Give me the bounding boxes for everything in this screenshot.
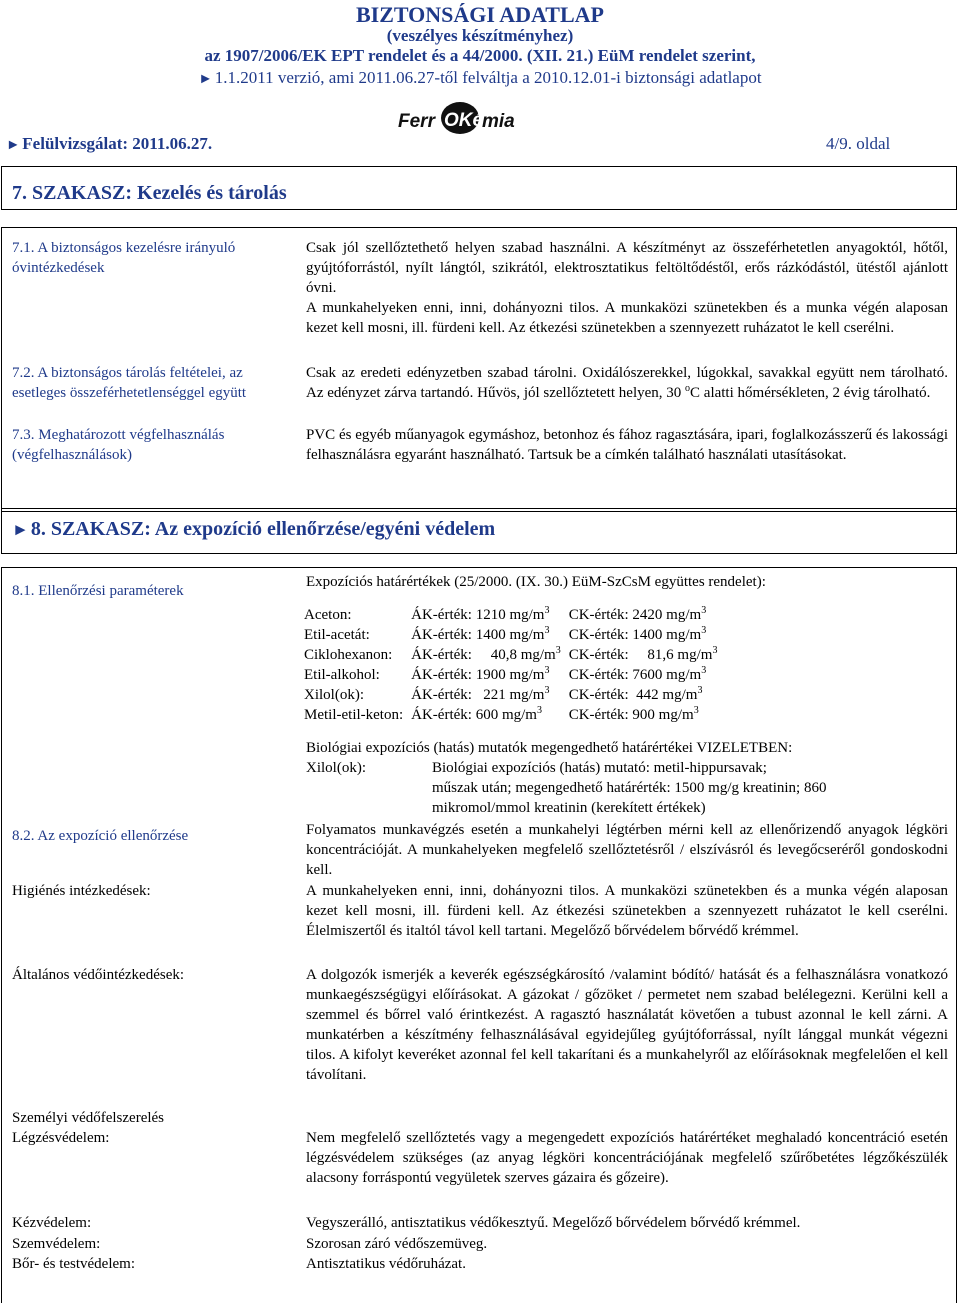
s71-para1: Csak jól szellőztethető helyen szabad használni. A készítményt az összeférhetetlen anyagoktól, hőtől, gyújtóforrástól, nyílt lángtól, szikrától, elektrosztatikus feltöltődéstől, erős rázkódástól, ütéstől ajánlott óvni. <box>306 240 948 296</box>
ak-value: ÁK-érték: 600 $mg/m^3$ <box>411 705 542 723</box>
bio-title: Biológiai expozíciós (hatás) mutatók megengedhető határértékei VIZELETBEN: <box>306 740 793 756</box>
svg-text:OKé: OKé <box>444 110 484 131</box>
table-row <box>304 625 725 645</box>
svg-text:mia: mia <box>482 111 515 132</box>
substance-name: Aceton: <box>304 607 352 623</box>
hand-label: Kézvédelem: <box>12 1215 92 1231</box>
s72-text <box>306 363 948 403</box>
s71-label: 7.1. A biztonságos kezelésre irányuló óvintézkedések <box>12 240 236 276</box>
hygiene-text: A munkahelyeken enni, inni, dohányozni tilos. A munkaközi szünetekben és a munka végén alaposan kezet kell mosni, ill. fürdeni kell. Az étkezési szünetekben a szennyezett ruházatot le kell cserélni. Élelmiszertől és italtól távol kell tartani. Megelőző bőrvédelem bőrvédő krémmel. <box>306 883 948 939</box>
table-row <box>304 665 725 685</box>
s82-text: Folyamatos munkavégzés esetén a munkahelyi légtérben mérni kell az ellenőrizendő anyagok légköri koncentrációját. A munkahelyeken megfelelő szellőztetésről / elszívásról és levegőcseréről gondoskodni kell. <box>306 822 948 878</box>
s81-label: 8.1. Ellenőrzési paraméterek <box>12 583 184 599</box>
eye-label: Szemvédelem: <box>12 1236 101 1252</box>
document-subtitle: (veszélyes készítményhez) <box>386 26 574 45</box>
ak-value: ÁK-érték: 221 $mg/m^3$ <box>411 685 550 703</box>
s72-label: 7.2. A biztonságos tárolás feltételei, az esetleges összeférhetetlenséggel együtt <box>12 365 247 401</box>
s73-label: 7.3. Meghatározott végfelhasználás (végfelhasználások) <box>12 427 225 463</box>
table-row <box>304 685 725 705</box>
section8-title-text: 8. SZAKASZ: Az expozíció ellenőrzése/egyéni védelem <box>30 518 496 540</box>
table-row <box>304 645 725 665</box>
version-line <box>0 68 960 88</box>
ferrokemia-logo <box>396 100 524 136</box>
s73-text: PVC és egyéb műanyagok egymáshoz, betonhoz és fához ragasztására, ipari, foglalkozásszerű és lakossági felhasználásra egyaránt használható. Tartsuk be a címkén található használati utasításokat. <box>306 427 948 463</box>
bio-text1: Biológiai expozíciós (hatás) mutató: metil-hippursavak; <box>432 760 767 776</box>
review-text: Felülvizsgálat: 2011.06.27. <box>22 134 213 153</box>
hand-text: Vegyszerálló, antisztatikus védőkesztyű. Megelőző bőrvédelem bőrvédő krémmel. <box>306 1215 801 1231</box>
resp-label: Légzésvédelem: <box>12 1130 110 1146</box>
s82-label: 8.2. Az expozíció ellenőrzése <box>12 828 189 844</box>
substance-name: Etil-alkohol: <box>304 667 380 683</box>
substance-name: Metil-etil-keton: <box>304 707 404 723</box>
degree-sup: o <box>685 383 691 394</box>
s81-intro: Expozíciós határértékek (25/2000. (IX. 30.) EüM-SzCsM együttes rendelet): <box>306 574 766 590</box>
general-text: A dolgozók ismerjék a keverék egészségkárosító /valamint bódító/ hatását és a felhasználásra vonatkozó munkaegészségügyi előírásokat. A gázokat / gőzöket / permetet nem szabad belélegezni. Kerülni kell a szemmel és bőrrel való érintkezést. A ragasztó használatát követően a tubust azonnal le kell zárni. A munkatérben a készítmény felhasználásával egyidejűleg gyújtóforrással, nyílt lánggal munkát végezni tilos. A kifolyt keveréket azonnal fel kell takarítani és a munkahelyről az előírásoknak megfelelően el kell távolítani. <box>306 967 948 1083</box>
review-date <box>6 134 212 154</box>
s71-text <box>306 238 948 338</box>
exposure-limits-table <box>304 605 725 725</box>
s72-text-a: Csak az eredeti edényzetben szabad tárolni. Oxidálószerekkel, lúgokkal, savakkal együtt nem tárolható. Az edényzet zárva tartandó. Hűvös, jól szellőztetett helyen, 30 <box>306 365 948 401</box>
version-text: 1.1.2011 verzió, ami 2011.06.27-től felváltja a 2010.12.01-i biztonsági adatlapot <box>214 68 762 87</box>
eye-text: Szorosan záró védőszemüveg. <box>306 1236 488 1252</box>
hygiene-label: Higiénés intézkedések: <box>12 883 151 899</box>
ak-value: ÁK-érték: 1900 $mg/m^3$ <box>411 665 550 683</box>
page-number: 4/9. oldal <box>826 134 891 153</box>
ck-value: CK-érték: 442 $mg/m^3$ <box>568 685 703 703</box>
substance-name: Xilol(ok): <box>304 687 364 703</box>
skin-label: Bőr- és testvédelem: <box>12 1256 135 1272</box>
section7-title: 7. SZAKASZ: Kezelés és tárolás <box>12 182 287 204</box>
substance-name: Ciklohexanon: <box>304 647 393 663</box>
ck-value: CK-érték: 900 $mg/m^3$ <box>568 705 699 723</box>
bio-text2: műszak után; megengedhető határérték: 1500 mg/g kreatinin; 860 mikromol/mmol kreatinin (kerekített értékek) <box>432 780 827 816</box>
general-label: Általános védőintézkedések: <box>12 967 185 983</box>
table-row <box>304 705 725 725</box>
bio-substance: Xilol(ok): <box>306 760 366 776</box>
substance-name: Etil-acetát: <box>304 627 370 643</box>
section8-title <box>12 518 495 541</box>
skin-text: Antisztatikus védőruházat. <box>306 1256 466 1272</box>
s72-text-b: C alatti hőmérsékleten, 2 évig tárolható. <box>690 385 931 401</box>
ak-value: ÁK-érték: 40,8 $mg/m^3$ <box>411 645 561 663</box>
ppe-label: Személyi védőfelszerelés <box>12 1110 165 1126</box>
ck-value: CK-érték: 7600 $mg/m^3$ <box>568 665 707 683</box>
table-row <box>304 605 725 625</box>
ck-value: CK-érték: 81,6 $mg/m^3$ <box>568 645 718 663</box>
regulation-line: az 1907/2006/EK EPT rendelet és a 44/2000. (XII. 21.) EüM rendelet szerint, <box>204 46 756 65</box>
ak-value: ÁK-érték: 1210 $mg/m^3$ <box>411 605 550 623</box>
svg-text:Ferr: Ferr <box>398 111 435 132</box>
document-title: BIZTONSÁGI ADATLAP <box>356 2 604 27</box>
ak-value: ÁK-érték: 1400 $mg/m^3$ <box>411 625 550 643</box>
resp-text: Nem megfelelő szellőztetés vagy a megengedett expozíciós határértéket meghaladó koncentráció esetén légzésvédelem szükséges (az anyag légköri koncentrációjának megfelelő szűrőbetétes légzőkészülék alacsony forráspontú vegyületek szerves gázaira és gőzeire). <box>306 1130 948 1186</box>
ck-value: CK-érték: 2420 $mg/m^3$ <box>568 605 707 623</box>
ck-value: CK-érték: 1400 $mg/m^3$ <box>568 625 707 643</box>
s71-para2: A munkahelyeken enni, inni, dohányozni tilos. A munkaközi szünetekben és a munka végén alaposan kezet kell mosni, ill. fürdeni kell. Az étkezési szünetekben a szennyezett ruházatot le kell cserélni. <box>306 300 948 336</box>
